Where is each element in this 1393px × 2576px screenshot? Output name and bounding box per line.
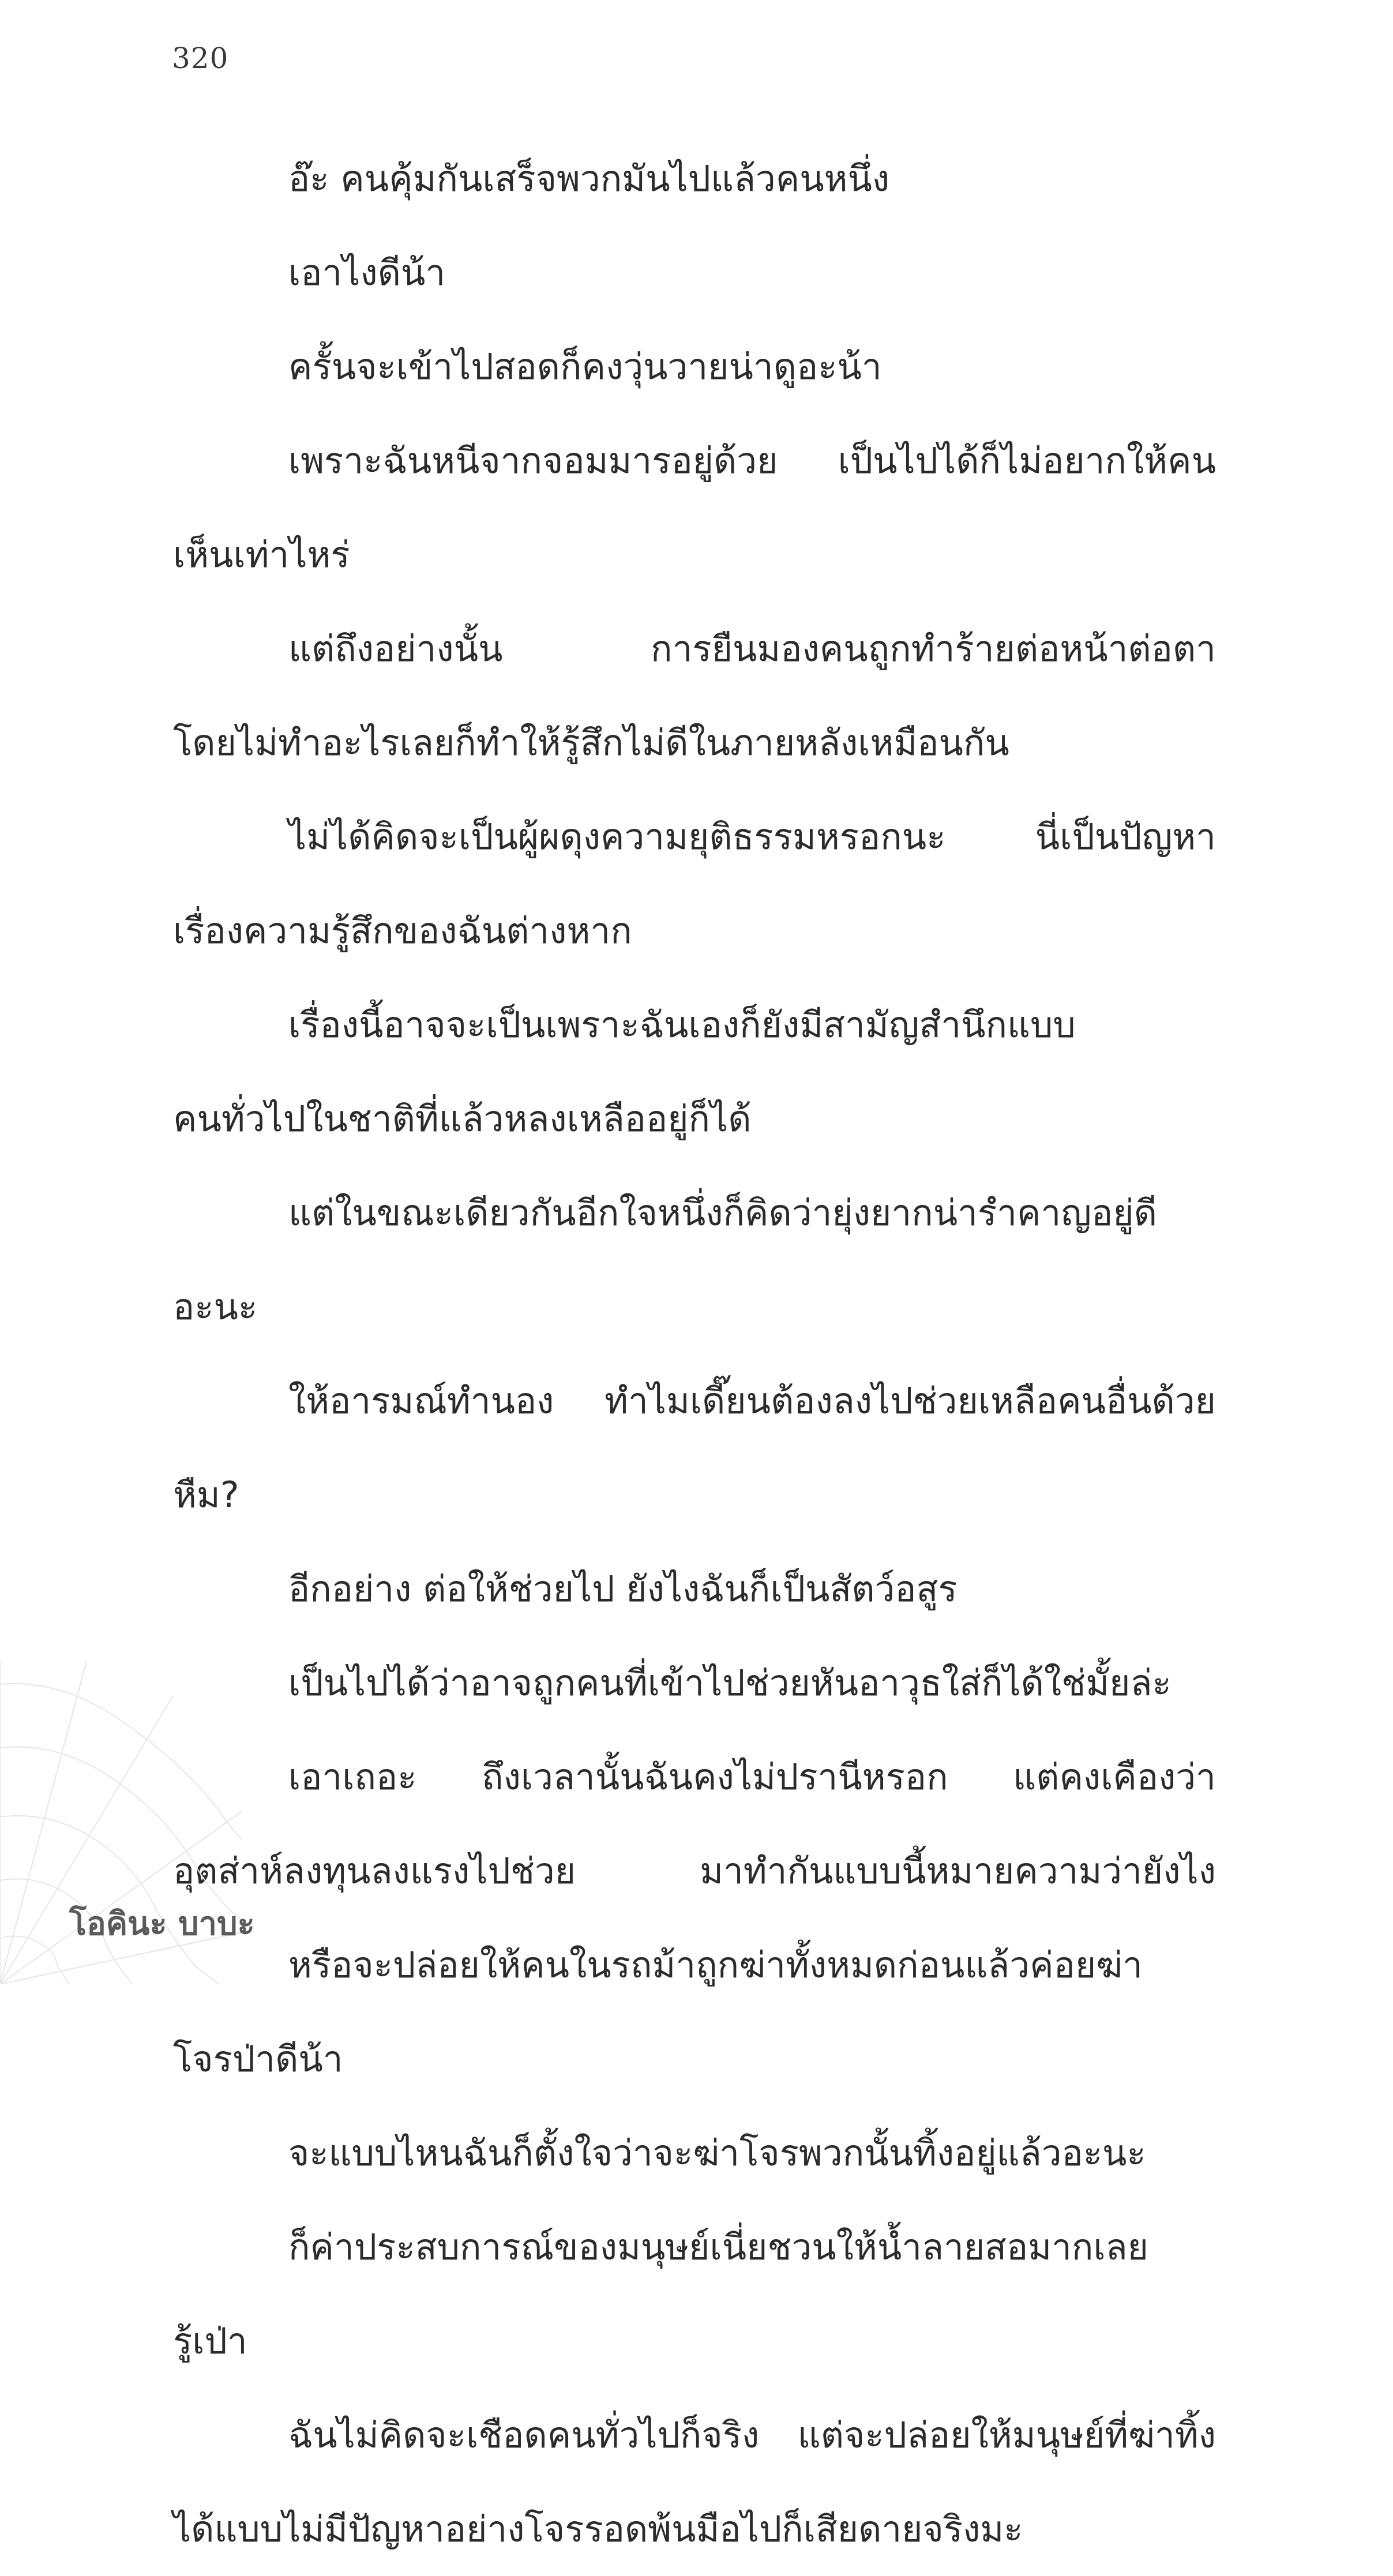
text-line: เรื่องความรู้สึกของฉันต่างหาก [173, 910, 632, 952]
text-line: อ๊ะ คนคุ้มกันเสร็จพวกมันไปแล้วคนหนึ่ง [288, 157, 890, 200]
text-line: รู้เป่า [173, 2320, 247, 2362]
text-line: ให้อารมณ์ทำนอง ทำไมเดี๊ยนต้องลงไปช่วยเหลือคนอื่นด้วย [288, 1380, 1216, 1422]
text-line: เพราะฉันหนีจากจอมมารอยู่ด้วย เป็นไปได้ก็ไม่อยากให้คน [288, 440, 1216, 482]
text-line: เห็นเท่าไหร่ [173, 534, 350, 576]
text-line: หรือจะปล่อยให้คนในรถม้าถูกฆ่าทั้งหมดก่อนแล้วค่อยฆ่า [288, 1944, 1143, 1986]
text-line: ได้แบบไม่มีปัญหาอย่างโจรรอดพ้นมือไปก็เสียดายจริงมะ [173, 2508, 1023, 2550]
text-line: โดยไม่ทำอะไรเลยก็ทำให้รู้สึกไม่ดีในภายหลังเหมือนกัน [173, 722, 1009, 764]
text-line: คนทั่วไปในชาติที่แล้วหลงเหลืออยู่ก็ได้ [173, 1098, 752, 1140]
text-line: เรื่องนี้อาจจะเป็นเพราะฉันเองก็ยังมีสามัญสำนึกแบบ [288, 1004, 1076, 1046]
text-line: โจรป่าดีน้า [173, 2038, 343, 2080]
text-line: จะแบบไหนฉันก็ตั้งใจว่าจะฆ่าโจรพวกนั้นทิ้งอยู่แล้วอะนะ [288, 2132, 1146, 2174]
text-line: อะนะ [173, 1286, 258, 1328]
text-line: เอาเถอะ ถึงเวลานั้นฉันคงไม่ปรานีหรอก แต่คงเคืองว่า [288, 1756, 1216, 1798]
text-line: เป็นไปได้ว่าอาจถูกคนที่เข้าไปช่วยหันอาวุธใส่ก็ได้ใช่มั้ยล่ะ [288, 1662, 1172, 1704]
body-text [173, 132, 1216, 2576]
text-line: แต่ถึงอย่างนั้น การยืนมองคนถูกทำร้ายต่อหน้าต่อตา [288, 628, 1216, 670]
page-number: 320 [172, 42, 229, 75]
text-line: หืม? [173, 1474, 239, 1516]
footer-author: โอคินะ บาบะ [69, 1905, 255, 1943]
text-line: แต่ในขณะเดียวกันอีกใจหนึ่งก็คิดว่ายุ่งยากน่ารำคาญอยู่ดี [288, 1192, 1157, 1234]
text-line: ไม่ได้คิดจะเป็นผู้ผดุงความยุติธรรมหรอกนะ นี่เป็นปัญหา [288, 816, 1216, 858]
text-line: อุตส่าห์ลงทุนลงแรงไปช่วย มาทำกันแบบนี้หมายความว่ายังไง [173, 1850, 1216, 1892]
text-line: ครั้นจะเข้าไปสอดก็คงวุ่นวายน่าดูอะน้า [288, 346, 882, 388]
text-line: อีกอย่าง ต่อให้ช่วยไป ยังไงฉันก็เป็นสัตว์อสูร [288, 1568, 958, 1610]
text-line: เอาไงดีน้า [288, 251, 446, 294]
text-line: ก็ค่าประสบการณ์ของมนุษย์เนี่ยชวนให้น้ำลายสอมากเลย [288, 2226, 1148, 2268]
text-line: ฉันไม่คิดจะเชือดคนทั่วไปก็จริง แต่จะปล่อยให้มนุษย์ที่ฆ่าทิ้ง [288, 2414, 1216, 2456]
